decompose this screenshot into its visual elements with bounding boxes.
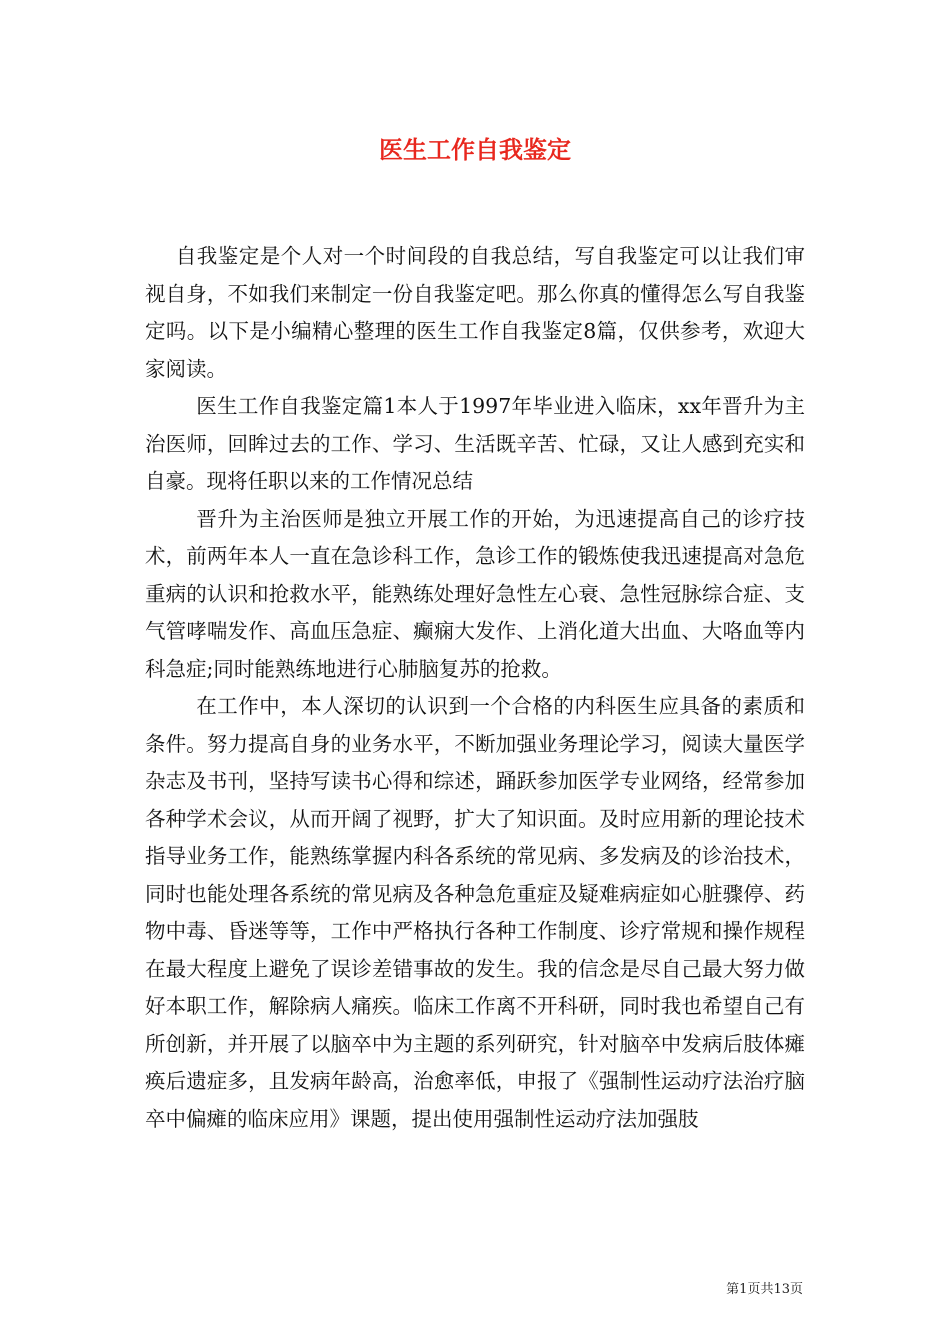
paragraph-work: 在工作中，本人深切的认识到一个合格的内科医生应具备的素质和条件。努力提高自身的业务水平，不断加强业务理论学习，阅读大量医学杂志及书刊，坚持写读书心得和综述，踊跃参加医学专业网络，经常参加各种学术会议，从而开阔了视野，扩大了知识面。及时应用新的理论技术指导业务工作，能熟练掌握内科各系统的常见病、多发病及的诊治技术，同时也能处理各系统的常见病及各种急危重症及疑难病症如心脏骤停、药物中毒、昏迷等等，工作中严格执行各种工作制度、诊疗常规和操作规程在最大程度上避免了误诊差错事故的发生。我的信念是尽自己最大努力做好本职工作，解除病人痛疾。临床工作离不开科研，同时我也希望自己有所创新，并开展了以脑卒中为主题的系列研究，针对脑卒中发病后肢体瘫痪后遗症多，且发病年龄高，治愈率低，申报了《强制性运动疗法治疗脑卒中偏瘫的临床应用》课题，提出使用强制性运动疗法加强肢	[145, 694, 805, 1131]
paragraph-promotion: 晋升为主治医师是独立开展工作的开始，为迅速提高自己的诊疗技术，前两年本人一直在急诊科工作，急诊工作的锻炼使我迅速提高对急危重病的认识和抢救水平，能熟练处理好急性左心衰、急性冠脉综合症、支气管哮喘发作、高血压急症、癫痫大发作、上消化道大出血、大咯血等内科急症;同时能熟练地进行心肺脑复苏的抢救。	[145, 506, 805, 681]
paragraph-section-1: 医生工作自我鉴定篇1本人于1997年毕业进入临床，xx年晋升为主治医师，回眸过去的工作、学习、生活既辛苦、忙碌，又让人感到充实和自豪。现将任职以来的工作情况总结	[145, 394, 805, 493]
page-number-footer: 第1页共13页	[726, 1282, 803, 1297]
document-body	[145, 238, 805, 1138]
document-title: 医生工作自我鉴定	[379, 135, 571, 164]
paragraph-intro: 自我鉴定是个人对一个时间段的自我总结，写自我鉴定可以让我们审视自身，不如我们来制定一份自我鉴定吧。那么你真的懂得怎么写自我鉴定吗。以下是小编精心整理的医生工作自我鉴定8篇，仅供参考，欢迎大家阅读。	[145, 244, 805, 381]
